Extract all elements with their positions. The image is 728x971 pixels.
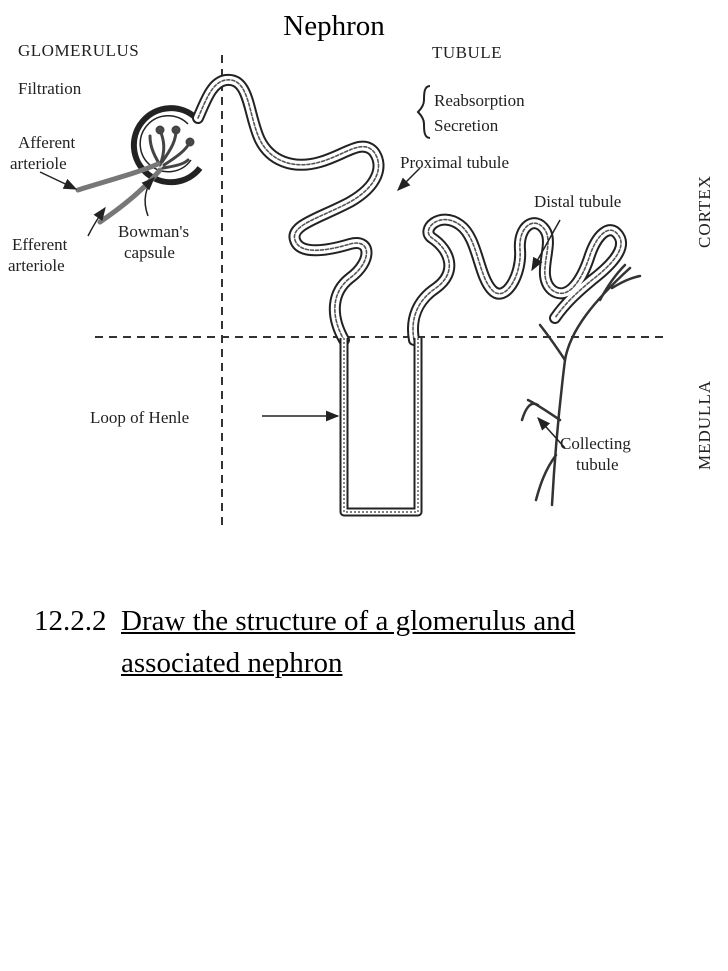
caption-line-2: [34, 642, 575, 684]
question-caption: [34, 600, 575, 684]
region-tubule-label: TUBULE: [432, 43, 503, 62]
question-text-line-1: Draw the structure of a glomerulus and: [121, 605, 576, 637]
label-bowmans-2: capsule: [124, 243, 175, 262]
label-collecting-1: Collecting: [560, 434, 631, 453]
afferent-arrow: [40, 172, 76, 189]
question-text-line-2: associated nephron: [121, 647, 343, 679]
process-brace: [418, 86, 430, 138]
caption-line-1: [34, 600, 575, 642]
label-reabsorption: Reabsorption: [434, 91, 525, 110]
zone-medulla-label: MEDULLA: [695, 379, 714, 470]
label-afferent-2: arteriole: [10, 154, 67, 173]
label-loop-of-henle: Loop of Henle: [90, 408, 190, 427]
question-number: 12.2.2: [34, 605, 107, 637]
proximal-tubule: [198, 80, 379, 340]
zone-cortex-label: CORTEX: [695, 175, 714, 248]
distal-tubule: [413, 220, 621, 340]
label-collecting-2: tubule: [576, 455, 619, 474]
label-filtration: Filtration: [18, 79, 82, 98]
efferent-arteriole: [100, 170, 160, 222]
label-proximal-tubule: Proximal tubule: [400, 153, 510, 172]
label-afferent-1: Afferent: [18, 133, 76, 152]
region-glomerulus-label: GLOMERULUS: [18, 41, 140, 60]
page-title: Nephron: [283, 10, 385, 42]
label-secretion: Secretion: [434, 116, 499, 135]
label-efferent-2: arteriole: [8, 256, 65, 275]
glomerulus-tuft: [150, 127, 193, 168]
label-bowmans-1: Bowman's: [118, 222, 190, 241]
label-distal-tubule: Distal tubule: [534, 192, 622, 211]
label-efferent-1: Efferent: [12, 235, 68, 254]
loop-of-henle: [344, 338, 418, 512]
